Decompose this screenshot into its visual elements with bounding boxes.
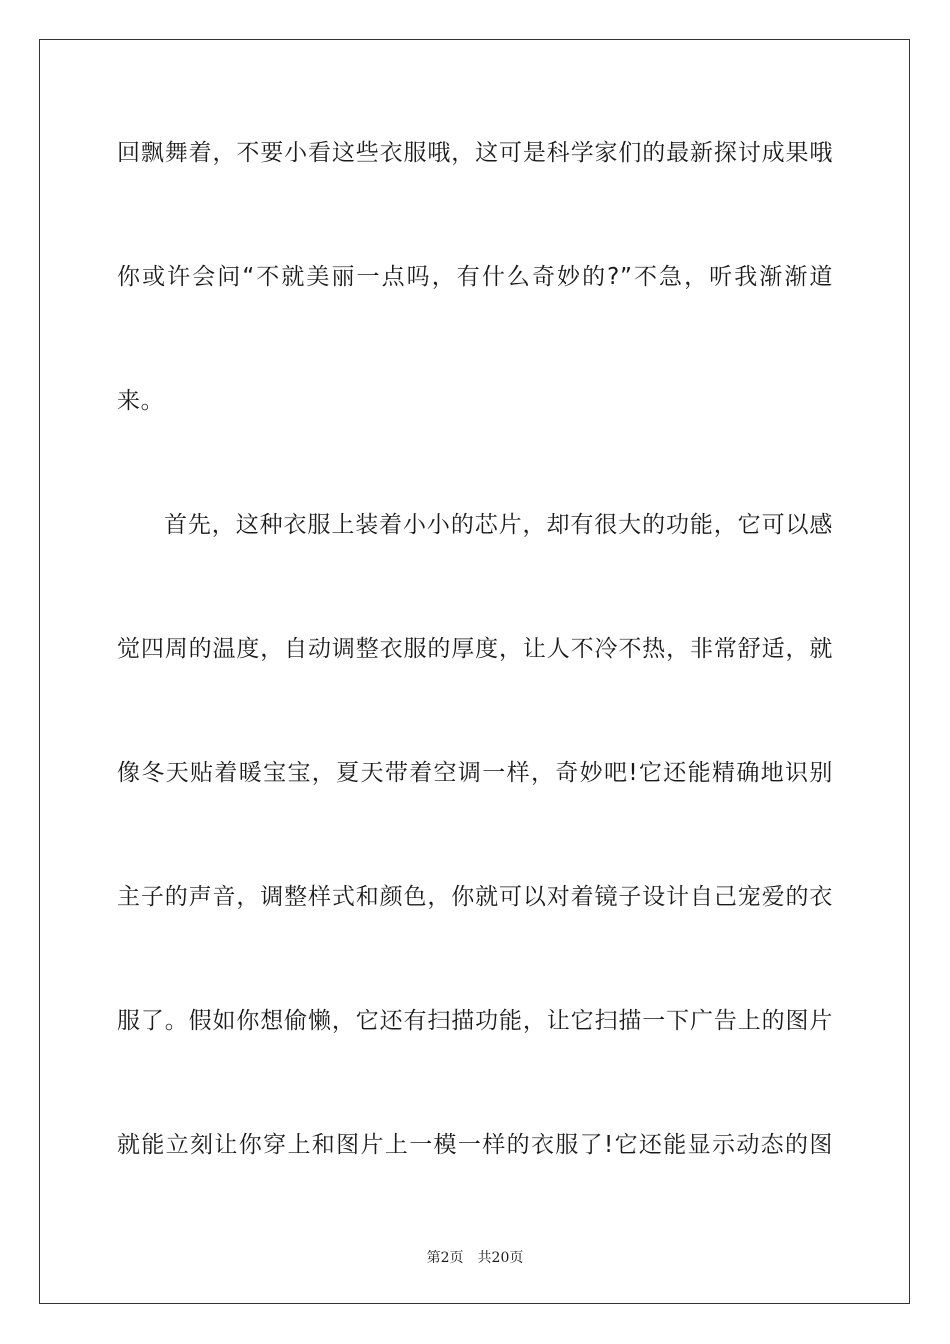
body-text-line-9: 就能立刻让你穿上和图片上一模一样的衣服了!它还能显示动态的图 — [117, 1132, 833, 1158]
body-text-line-8: 服了。假如你想偷懒，它还有扫描功能，让它扫描一下广告上的图片 — [117, 1008, 833, 1034]
body-text-line-6: 像冬天贴着暖宝宝，夏天带着空调一样，奇妙吧!它还能精确地识别 — [117, 760, 833, 786]
body-text-line-7: 主子的声音，调整样式和颜色，你就可以对着镜子设计自己宠爱的衣 — [117, 884, 833, 910]
body-text-line-5: 觉四周的温度，自动调整衣服的厚度，让人不冷不热，非常舒适，就 — [117, 636, 833, 662]
page-border — [39, 39, 910, 1304]
paragraph-first-line: 首先，这种衣服上装着小小的芯片，却有很大的功能，它可以感 — [164, 512, 833, 538]
page-number: 第2页 — [426, 1250, 464, 1266]
body-text-line-3: 来。 — [117, 388, 165, 414]
page-total: 共20页 — [477, 1250, 524, 1266]
body-text-line-2: 你或许会问“不就美丽一点吗，有什么奇妙的?”不急，听我渐渐道 — [117, 264, 833, 290]
body-text-line-1: 回飘舞着，不要小看这些衣服哦，这可是科学家们的最新探讨成果哦 — [117, 140, 833, 166]
page-footer — [0, 1249, 950, 1267]
